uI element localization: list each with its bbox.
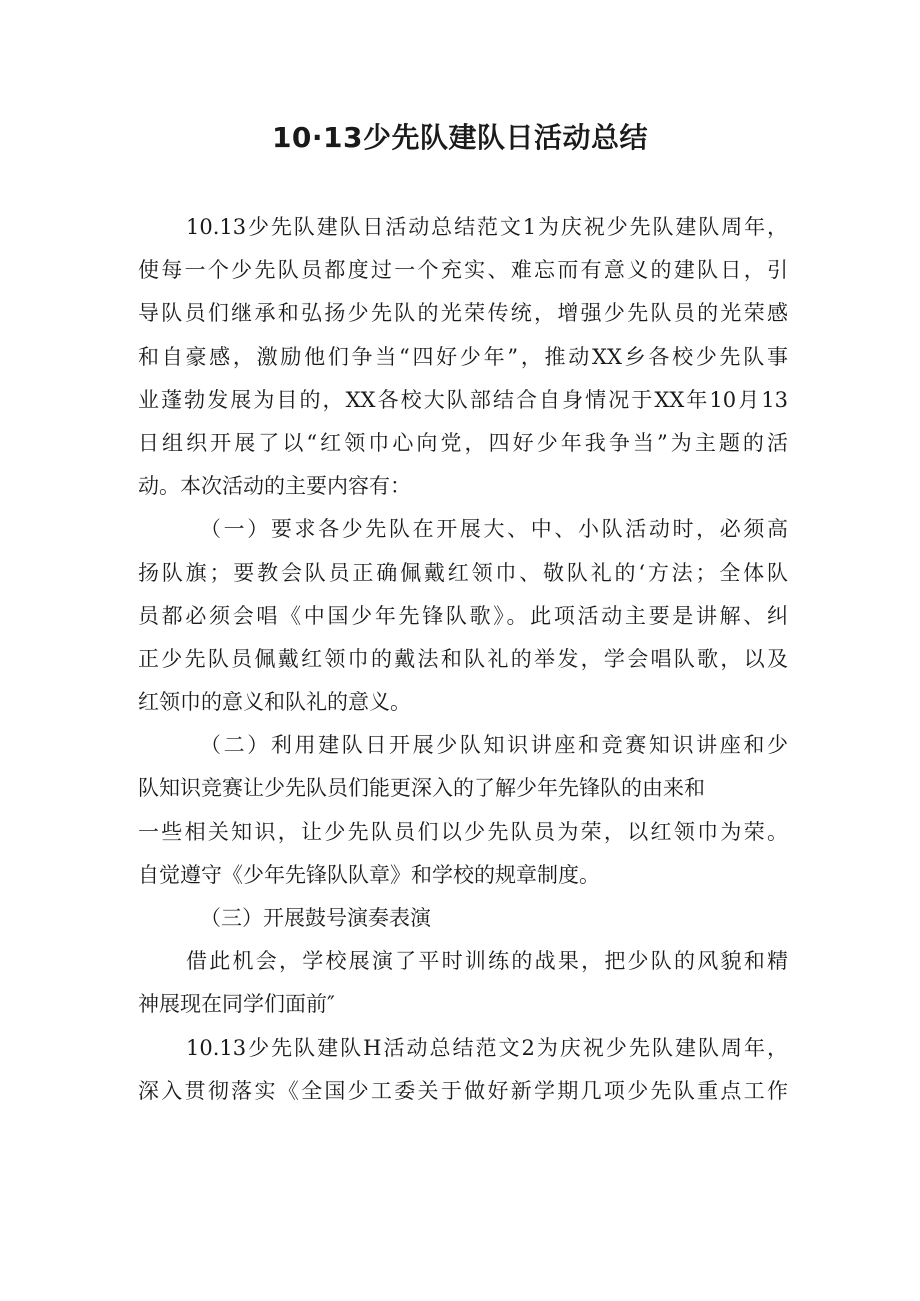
body-line: （三）开展鼓号演奏表演 [200,906,431,930]
body-line: 深入贯彻落实《全国少工委关于做好新学期几项少先队重点工作 [138,1078,788,1103]
body-line: 和自豪感，激励他们争当“四好少年”，推动XX乡各校少先队事 [138,344,788,369]
body-line: 业蓬勃发展为目的，XX各校大队部结合自身情况于XX年10月13 [138,387,788,412]
body-line: 员都必须会唱《中国少年先锋队歌》。此项活动主要是讲解、纠 [138,603,788,628]
body-line: 正少先队员佩戴红领巾的戴法和队礼的举发，学会唱队歌，以及 [138,646,788,671]
body-line: （一）要求各少先队在开展大、中、小队活动时，必须高 [200,517,788,542]
body-line: 红领巾的意义和队礼的意义。 [138,690,411,715]
body-line: 动。本次活动的主要内容有： [138,474,411,499]
body-line: 一些相关知识，让少先队员们以少先队员为荣，以红领巾为荣。 [138,819,788,844]
body-line: （二）利用建队日开展少队知识讲座和竞赛知识讲座和少 [200,733,788,758]
body-line: 队知识竞赛让少先队员们能更深入的了解少年先锋队的由来和 [138,776,705,801]
body-line: 自觉遵守《少年先锋队队章》和学校的规章制度。 [138,862,600,887]
body-line: 神展现在同学们面前″ [138,992,335,1017]
document-body [138,206,788,1113]
body-line: 借此机会，学校展演了平时训练的战果，把少队的风貌和精 [186,949,788,974]
document-title: 10·13少先队建队日活动总结 [271,121,649,154]
body-line: 日组织开展了以“红领巾心向党，四好少年我争当”为主题的活 [138,430,788,455]
body-line: 导队员们继承和弘扬少先队的光荣传统，增强少先队员的光荣感 [138,301,788,326]
body-line: 10.13少先队建队日活动总结范文1为庆祝少先队建队周年， [186,215,788,239]
body-line: 使每一个少先队员都度过一个充实、难忘而有意义的建队日，引 [138,258,788,283]
body-line: 10.13少先队建队H活动总结范文2为庆祝少先队建队周年， [186,1035,788,1060]
body-line: 扬队旗；要教会队员正确佩戴红领巾、敬队礼的‘方法；全体队 [138,560,788,585]
